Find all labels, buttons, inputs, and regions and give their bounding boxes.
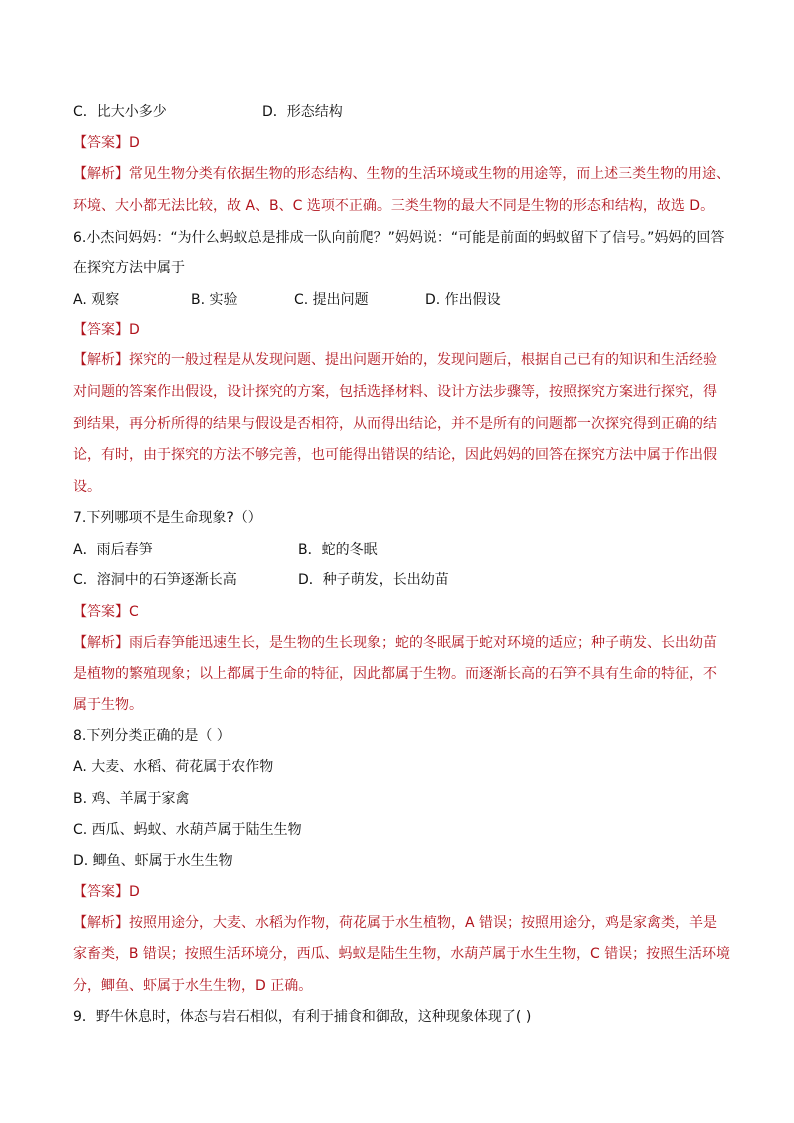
answer-tag: 【答案】 [73,135,129,151]
answer-value: D [129,135,140,151]
q8-answer [73,882,140,902]
answer-value: D [129,322,140,338]
q7-analysis-line-1 [73,633,717,653]
q7-answer [73,602,139,622]
answer-tag: 【答案】 [73,604,129,620]
q7-analysis-line-3: 属于生物。 [73,697,143,713]
answer-tag: 【答案】 [73,322,129,338]
q7-option-d: D．种子萌发，长出幼苗 [298,572,449,588]
analysis-tag: 【解析】 [73,166,129,182]
q6-analysis-line-4: 论，有时，由于探究的方法不够完善，也可能得出错误的结论，因此妈妈的回答在探究方法中属于作出假 [73,447,717,463]
analysis-text: 探究的一般过程是从发现问题、提出问题开始的，发现问题后，根据自己已有的知识和生活经验 [129,352,717,368]
answer-value: D [129,884,140,900]
q7-stem: 7.下列哪项不是生命现象?（） [73,510,262,526]
q6-analysis-line-3: 到结果，再分析所得的结果与假设是否相符，从而得出结论，并不是所有的问题都一次探究得到正确的结 [73,416,717,432]
q5-answer [73,133,140,153]
q6-option-a: A. 观察 [73,292,120,308]
q6-option-b: B. 实验 [191,292,238,308]
q7-option-b: B．蛇的冬眠 [298,542,378,558]
analysis-tag: 【解析】 [73,635,129,651]
q5-option-c: C．比大小多少 [73,104,167,120]
analysis-tag: 【解析】 [73,352,129,368]
q6-stem-line-2: 在探究方法中属于 [73,260,185,276]
q5-option-d: D．形态结构 [262,104,343,120]
q6-answer [73,320,140,340]
q8-option-c: C. 西瓜、蚂蚁、水葫芦属于陆生生物 [73,822,302,838]
q8-option-a: A. 大麦、水稻、荷花属于农作物 [73,759,274,775]
q5-analysis-line-2: 环境、大小都无法比较，故 A、B、C 选项不正确。三类生物的最大不同是生物的形态和结构，故选 D。 [73,198,715,214]
q8-option-b: B. 鸡、羊属于家禽 [73,791,190,807]
q5-analysis-line-1 [73,164,730,184]
q6-analysis-line-1 [73,350,717,370]
q9-stem: 9．野牛休息时，体态与岩石相似，有利于捕食和御敌，这种现象体现了( ) [73,1009,532,1025]
q6-option-d: D. 作出假设 [425,292,501,308]
q8-analysis-line-3: 分，鲫鱼、虾属于水生生物，D 正确。 [73,978,313,994]
q7-option-c: C．溶洞中的石笋逐渐长高 [73,572,237,588]
q6-analysis-line-5: 设。 [73,479,101,495]
q8-analysis-line-1 [73,913,717,933]
q7-analysis-line-2: 是植物的繁殖现象；以上都属于生命的特征，因此都属于生物。而逐渐长高的石笋不具有生命的特征，不 [73,666,717,682]
q8-analysis-line-2: 家畜类，B 错误；按照生活环境分，西瓜、蚂蚁是陆生生物，水葫芦属于水生生物，C 错误；按照生活环境 [73,946,730,962]
analysis-text: 按照用途分，大麦、水稻为作物，荷花属于水生植物，A 错误；按照用途分，鸡是家禽类，羊是 [129,915,718,931]
q6-stem-line-1: 6.小杰问妈妈：“为什么蚂蚁总是排成一队向前爬？”妈妈说：“可能是前面的蚂蚁留下了信号。”妈妈的回答 [73,230,725,246]
q8-option-d: D. 鲫鱼、虾属于水生生物 [73,853,233,869]
q6-option-c: C. 提出问题 [294,292,369,308]
answer-value: C [129,604,139,620]
answer-tag: 【答案】 [73,884,129,900]
q7-option-a: A．雨后春笋 [73,542,153,558]
analysis-text: 雨后春笋能迅速生长，是生物的生长现象；蛇的冬眠属于蛇对环境的适应；种子萌发、长出幼苗 [129,635,717,651]
analysis-tag: 【解析】 [73,915,129,931]
analysis-text: 常见生物分类有依据生物的形态结构、生物的生活环境或生物的用途等，而上述三类生物的用途、 [128,166,730,182]
q8-stem: 8.下列分类正确的是（ ） [73,728,231,744]
q6-analysis-line-2: 对问题的答案作出假设，设计探究的方案，包括选择材料、设计方法步骤等，按照探究方案进行探究，得 [73,384,717,400]
